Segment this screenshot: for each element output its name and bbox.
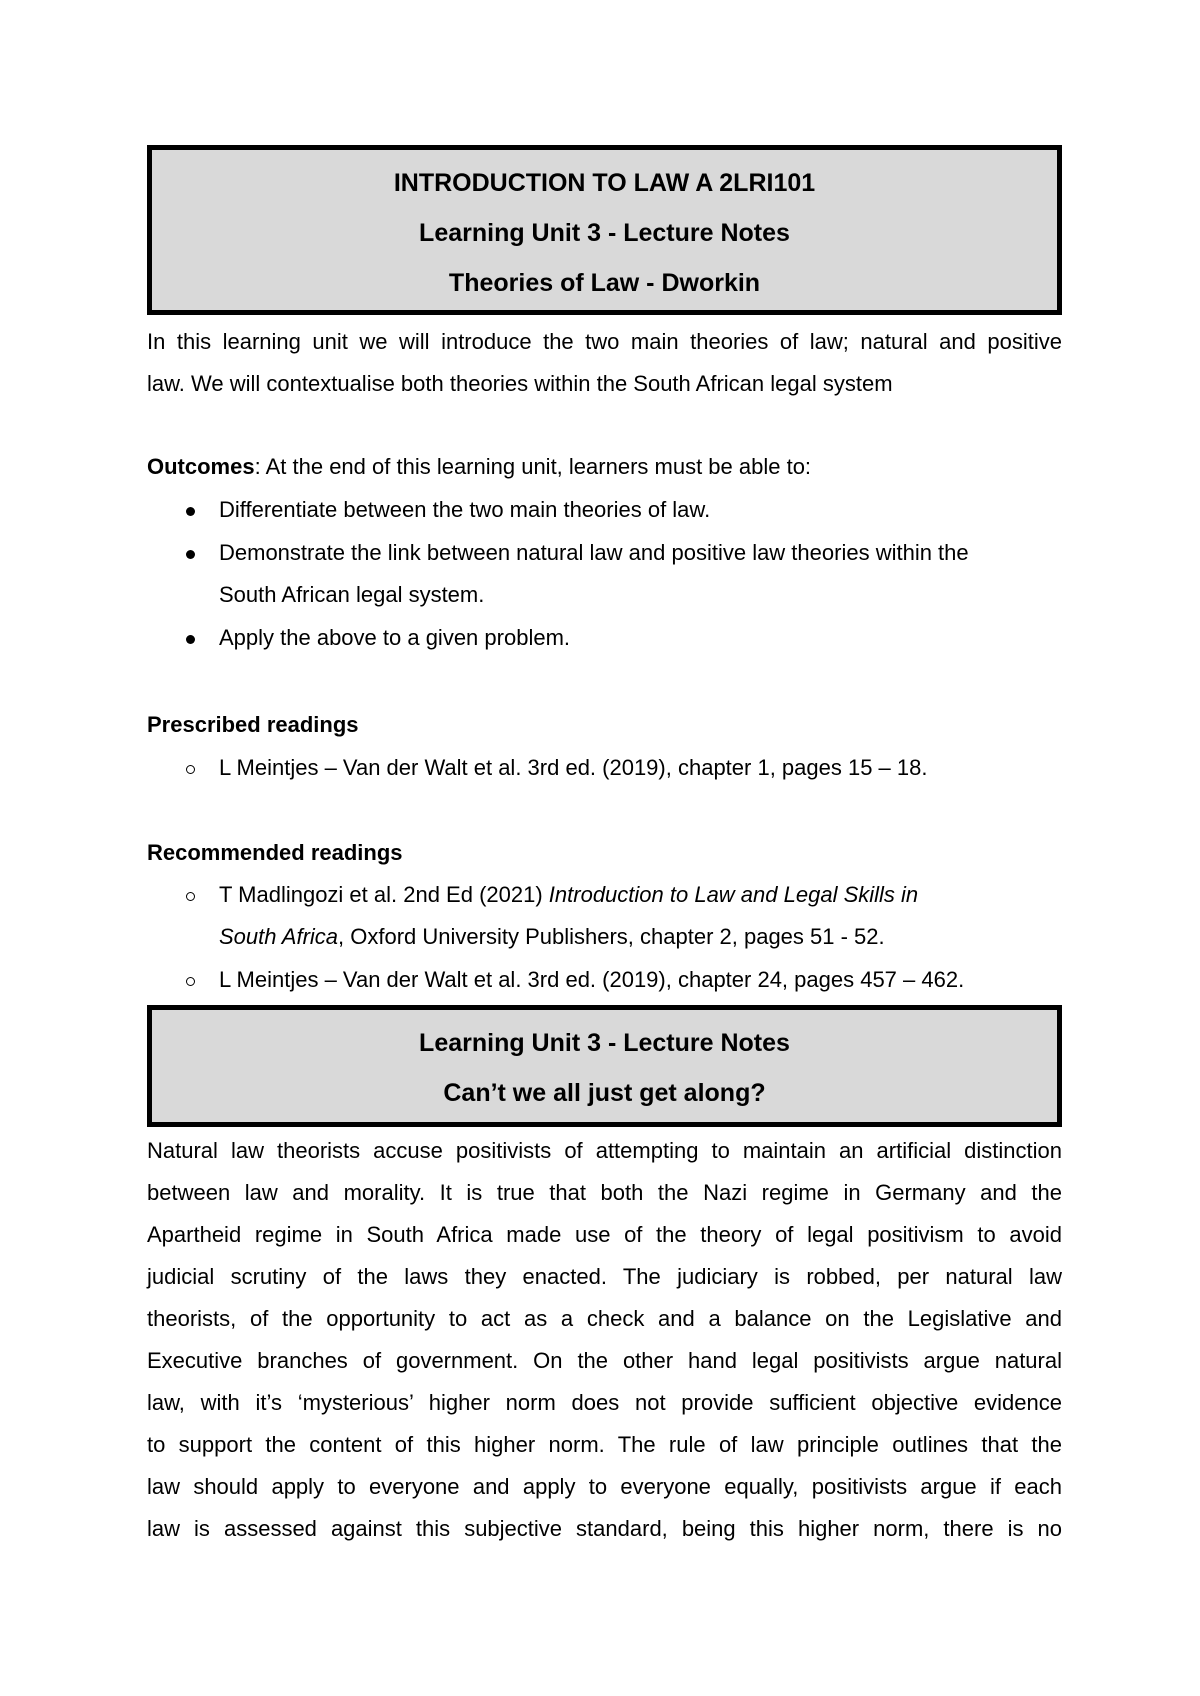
body-line: law, with it’s ‘mysterious’ higher norm does not provide sufficient objective evidence (147, 1390, 1062, 1415)
section-box (147, 1005, 1062, 1127)
recommended-item (219, 874, 918, 916)
bullet-icon (186, 532, 195, 574)
body-line: between law and morality. It is true that both the Nazi regime in Germany and the (147, 1180, 1062, 1205)
recommended-item-text: T Madlingozi et al. 2nd Ed (2021) (219, 882, 549, 907)
body-line: Natural law theorists accuse positivists of attempting to maintain an artificial distinction (147, 1138, 1062, 1163)
outcome-item: Differentiate between the two main theories of law. (219, 497, 711, 522)
unit-title: Learning Unit 3 - Lecture Notes (419, 219, 790, 247)
recommended-item: L Meintjes – Van der Walt et al. 3rd ed. (2019), chapter 24, pages 457 – 462. (219, 967, 965, 992)
outcomes-text: : At the end of this learning unit, learners must be able to: (254, 454, 812, 479)
section-unit-title: Learning Unit 3 - Lecture Notes (419, 1029, 790, 1057)
recommended-book-title: Introduction to Law and Legal Skills in (548, 882, 919, 907)
course-title: INTRODUCTION TO LAW A 2LRI101 (393, 169, 816, 197)
recommended-heading: Recommended readings (147, 840, 403, 865)
body-line: judicial scrutiny of the laws they enacted. The judiciary is robbed, per natural law (147, 1264, 1062, 1289)
circle-bullet-icon (186, 747, 195, 789)
topic-title: Theories of Law - Dworkin (448, 269, 761, 297)
body-line: theorists, of the opportunity to act as a check and a balance on the Legislative and (147, 1306, 1062, 1331)
prescribed-item: L Meintjes – Van der Walt et al. 3rd ed. (2019), chapter 1, pages 15 – 18. (219, 755, 928, 780)
bullet-icon (186, 617, 195, 659)
recommended-book-title-cont: South Africa (219, 924, 339, 949)
outcome-item: Apply the above to a given problem. (219, 625, 571, 650)
body-line: law is assessed against this subjective standard, being this higher norm, there is no (147, 1516, 1062, 1541)
section-heading: Can’t we all just get along? (443, 1079, 766, 1107)
outcome-item-continued: South African legal system. (219, 582, 485, 607)
intro-line-1: In this learning unit we will introduce the two main theories of law; natural and positive (147, 329, 1062, 354)
intro-line-2: law. We will contextualise both theories within the South African legal system (147, 371, 893, 396)
outcome-item: Demonstrate the link between natural law and positive law theories within the (219, 540, 969, 565)
recommended-item-text: , Oxford University Publishers, chapter 2, pages 51 - 52. (338, 924, 885, 949)
title-box (147, 145, 1062, 315)
body-line: to support the content of this higher norm. The rule of law principle outlines that the (147, 1432, 1062, 1457)
bullet-icon (186, 489, 195, 531)
body-line: Apartheid regime in South Africa made use of the theory of legal positivism to avoid (147, 1222, 1062, 1247)
recommended-item-continued (219, 916, 885, 958)
circle-bullet-icon (186, 959, 195, 1001)
body-line: law should apply to everyone and apply to everyone equally, positivists argue if each (147, 1474, 1062, 1499)
outcomes-line (147, 446, 1062, 488)
prescribed-heading: Prescribed readings (147, 712, 359, 737)
circle-bullet-icon (186, 874, 195, 916)
outcomes-label: Outcomes (147, 454, 255, 479)
body-line: Executive branches of government. On the other hand legal positivists argue natural (147, 1348, 1062, 1373)
